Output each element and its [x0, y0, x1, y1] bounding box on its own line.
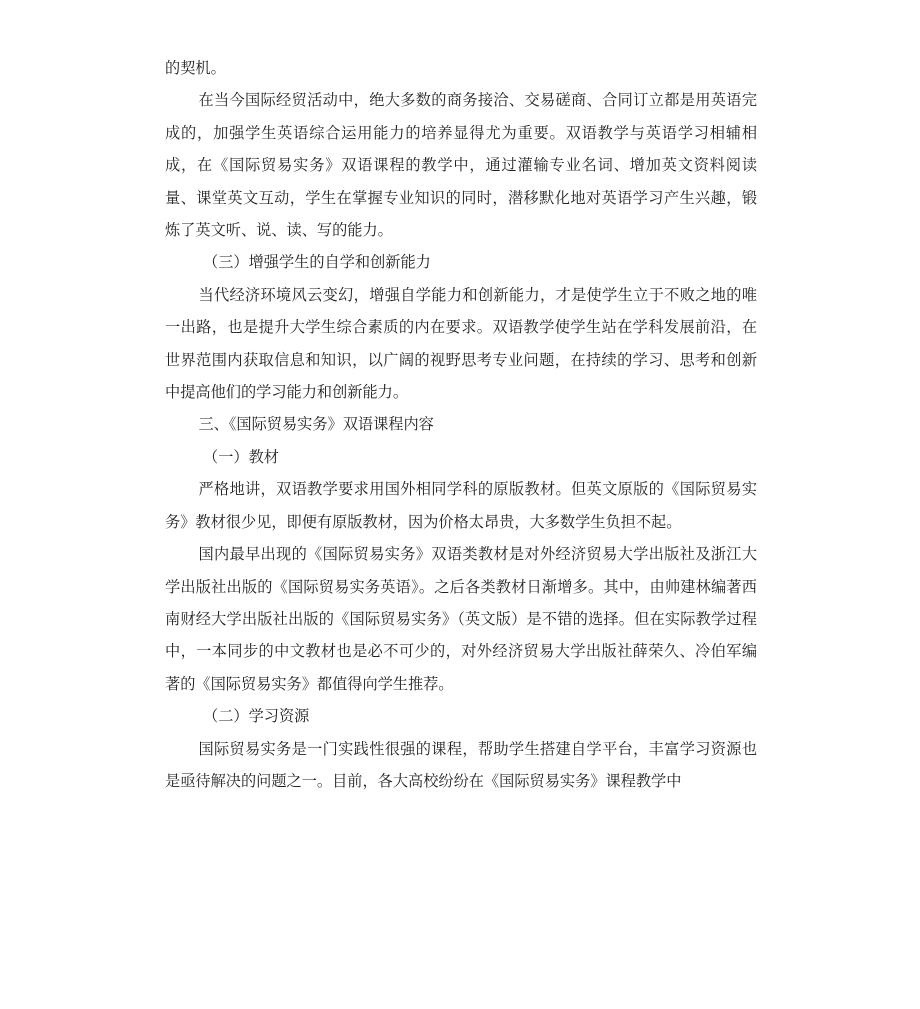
paragraph-continuation: 的契机。	[165, 59, 226, 77]
paragraph-innovation: 当代经济环境风云变幻，增强自学能力和创新能力，才是使学生立于不败之地的唯一出路，也是提升大学生综合素质的内在要求。双语教学使学生站在学科发展前沿，在世界范围内获取信息和知识，以广阔的视野思考专业问题，在持续的学习、思考和创新中提高他们的学习能力和创新能力。	[165, 285, 757, 402]
paragraph-learning-resources: 国际贸易实务是一门实践性很强的课程，帮助学生搭建自学平台，丰富学习资源也是亟待解决的问题之一。目前，各大高校纷纷在《国际贸易实务》课程教学中	[165, 739, 757, 790]
paragraph-original-textbook: 严格地讲，双语教学要求用国外相同学科的原版教材。但英文原版的《国际贸易实务》教材很少见，即便有原版教材，因为价格太昂贵，大多数学生负担不起。	[165, 480, 757, 531]
document-body	[165, 52, 757, 797]
paragraph-english-ability: 在当今国际经贸活动中，绝大多数的商务接洽、交易磋商、合同订立都是用英语完成的，加强学生英语综合运用能力的培养显得尤为重要。双语教学与英语学习相辅相成，在《国际贸易实务》双语课程的教学中，通过灌输专业名词、增加英文资料阅读量、课堂英文互动，学生在掌握专业知识的同时，潜移默化地对英语学习产生兴趣，锻炼了英文听、说、读、写的能力。	[165, 91, 757, 240]
subheading-self-study: （三）增强学生的自学和创新能力	[203, 253, 431, 272]
subheading-textbook: （一）教材	[203, 447, 279, 466]
paragraph-domestic-textbook: 国内最早出现的《国际贸易实务》双语类教材是对外经济贸易大学出版社及浙江大学出版社出版的《国际贸易实务英语》。之后各类教材日渐增多。其中，由帅建林编著西南财经大学出版社出版的《国际贸易实务》（英文版）是不错的选择。但在实际教学过程中，一本同步的中文教材也是必不可少的，对外经济贸易大学出版社薛荣久、冷伯军编著的《国际贸易实务》都值得向学生推荐。	[165, 545, 757, 693]
subheading-learning-resources: （二）学习资源	[203, 707, 310, 726]
section-heading-course-content: 三、《国际贸易实务》双语课程内容	[198, 415, 434, 434]
